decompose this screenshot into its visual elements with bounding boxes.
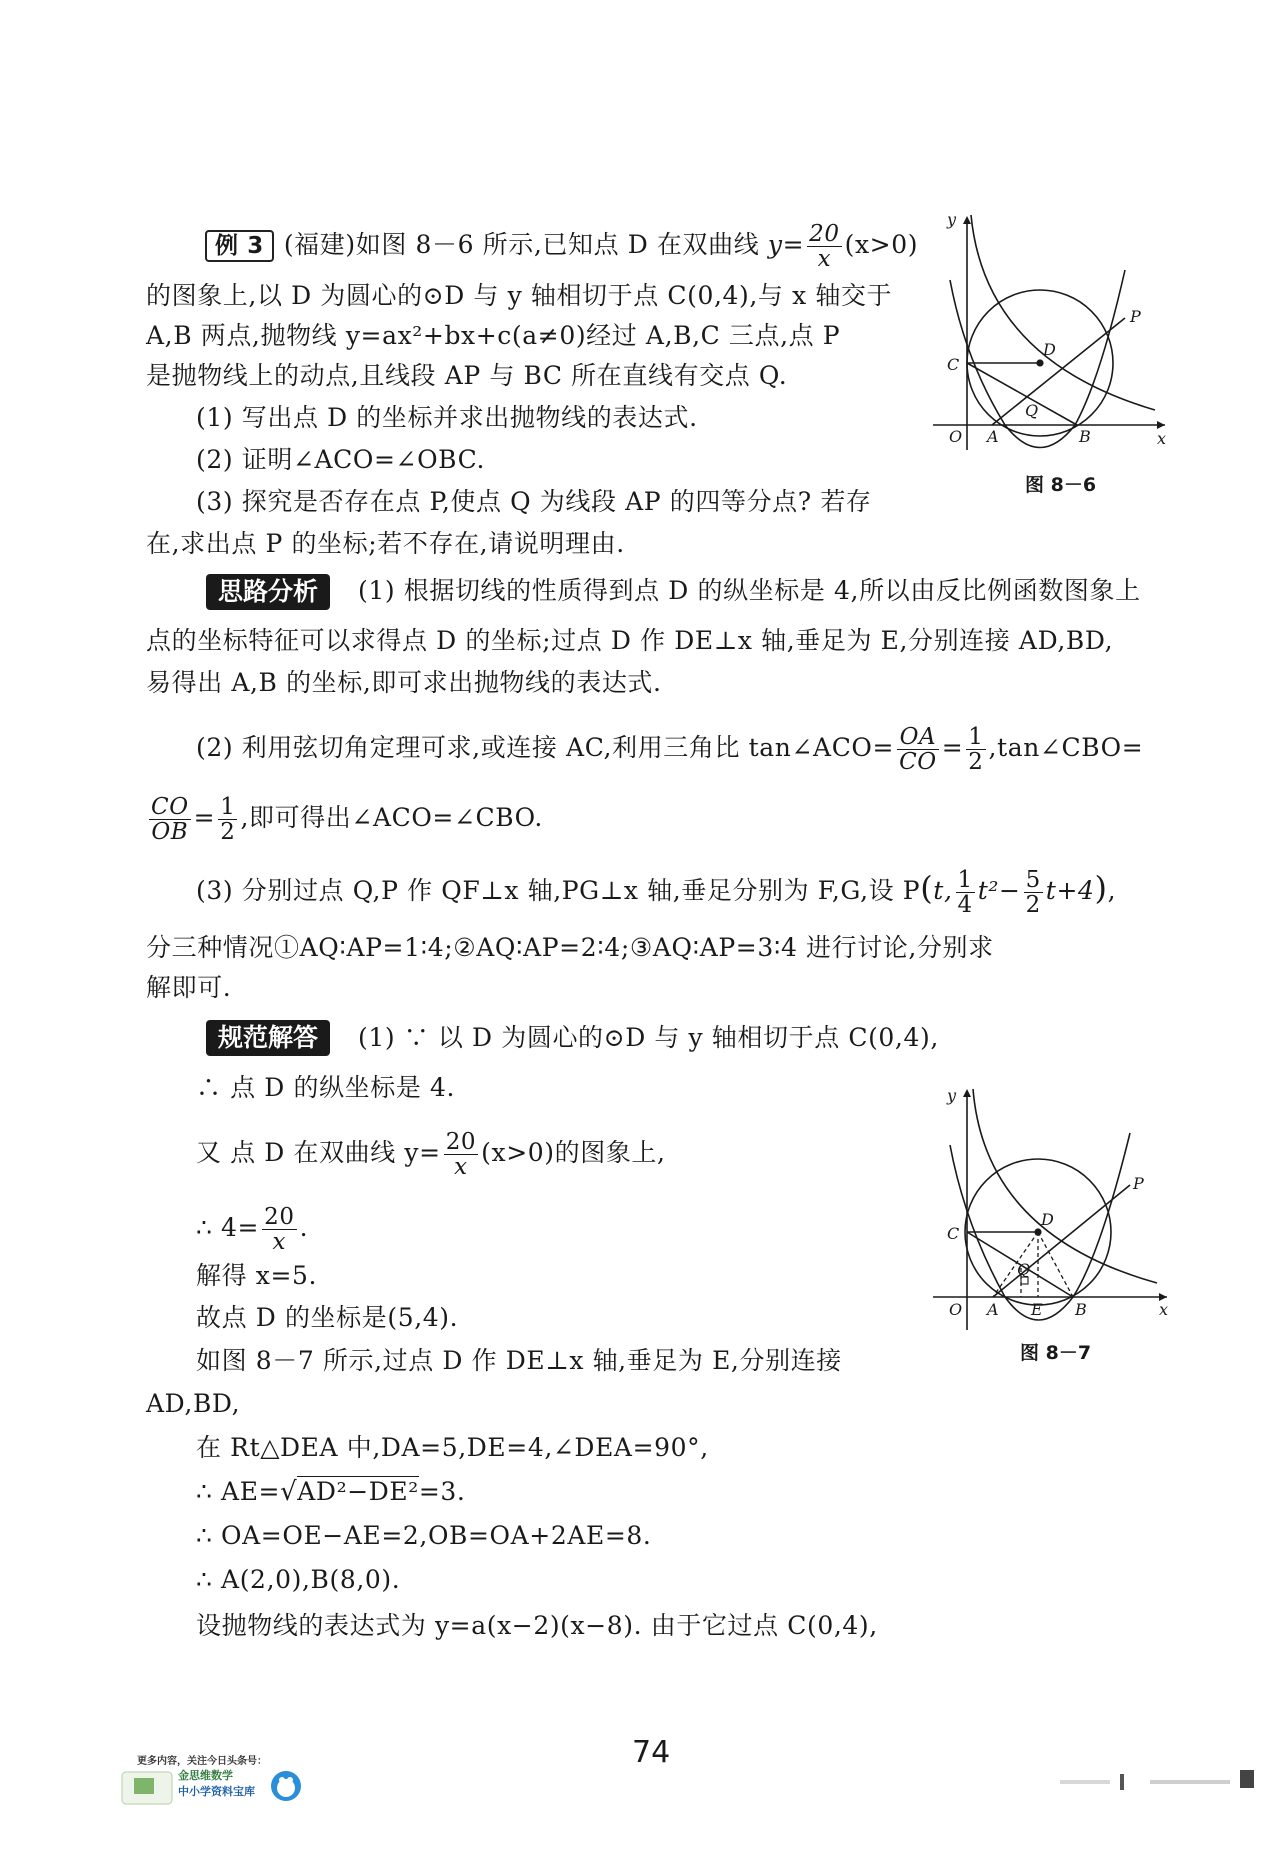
frac-five-halves: $\frac{5}{2}$ (1025, 867, 1041, 919)
solution-s3: 又 点 D 在双曲线 y= $\frac{20}{x}$ (x>0)的图象上, (196, 1129, 666, 1181)
fig1-label-p: P (1130, 307, 1141, 326)
solution-s11: ∴ OA=OE−AE=2,OB=OA+2AE=8. (196, 1521, 652, 1550)
analysis-p3a: (3) 分别过点 Q,P 作 QF⊥x 轴,PG⊥x 轴,垂足分别为 F,G,设 P(t, $\frac{1}{4}$ t²− $\frac{5}{2}$ t+4), (196, 867, 1117, 919)
solution-s5: 解得 x=5. (196, 1261, 318, 1290)
question-2: (2) 证明∠ACO=∠OBC. (196, 445, 485, 474)
example-line-3: A,B 两点,抛物线 y=ax²+bx+c(a≠0)经过 A,B,C 三点,点 P (146, 321, 841, 350)
frac-half-2: $\frac{1}{2}$ (220, 794, 236, 846)
footer-follow-text: 更多内容，关注今日头条号： (137, 1756, 267, 1767)
example-text-1: (福建)如图 8－6 所示,已知点 D 在双曲线 (283, 230, 760, 260)
fig2-label-p: P (1133, 1174, 1144, 1193)
fig2-label-d: D (1041, 1210, 1054, 1229)
solution-s4: ∴ 4= $\frac{20}{x}$ . (196, 1204, 309, 1256)
fig2-label-q: Q (1017, 1260, 1031, 1279)
fig1-label-o: O (949, 427, 963, 446)
figure-8-7 (925, 1085, 1170, 1335)
solution-s10: ∴ AE=√AD²−DE²=3. (196, 1477, 466, 1507)
analysis-p2a: (2) 利用弦切角定理可求,或连接 AC,利用三角比 tan∠ACO= $\frac{OA}{CO}$ = $\frac{1}{2}$ ,tan∠CBO= (196, 724, 1144, 776)
frac-co-ob: $\frac{CO}{OB}$ (151, 794, 189, 846)
analysis-tag: 思路分析 (206, 574, 330, 610)
fig1-label-q: Q (1025, 401, 1039, 420)
frac-half-1: $\frac{1}{2}$ (968, 724, 984, 776)
parabola (950, 270, 1125, 448)
solution-s2: ∴ 点 D 的纵坐标是 4. (196, 1073, 456, 1102)
solution-s8: AD,BD, (146, 1389, 241, 1418)
question-3b: 在,求出点 P 的坐标;若不存在,请说明理由. (146, 529, 625, 558)
sqrt-radicand: AD²−DE² (297, 1477, 419, 1506)
fig1-label-x: x (1157, 429, 1167, 448)
brand-name: 金思维数学 中小学资料宝库 (178, 1769, 255, 1798)
fig2-label-a: A (987, 1300, 999, 1319)
question-3a: (3) 探究是否存在点 P,使点 Q 为线段 AP 的四等分点? 若存 (196, 487, 872, 516)
example-fraction: $\frac{20}{x}$ (809, 221, 840, 273)
analysis-p3c: 解即可. (146, 973, 232, 1002)
fig1-label-y: y (947, 210, 957, 229)
analysis-p1a: (1) 根据切线的性质得到点 D 的纵坐标是 4,所以由反比例函数图象上 (358, 576, 1141, 605)
solution-s1: (1) ∵ 以 D 为圆心的⊙D 与 y 轴相切于点 C(0,4), (358, 1023, 939, 1052)
frac-20-x-1: $\frac{20}{x}$ (445, 1129, 477, 1181)
frac-oa-co: $\frac{OA}{CO}$ (899, 724, 937, 776)
example-eq-tail: (x>0) (844, 230, 919, 260)
figure-8-6-caption: 图 8－6 (1025, 474, 1097, 496)
fig1-label-c: C (947, 355, 960, 374)
solution-s6: 故点 D 的坐标是(5,4). (196, 1303, 459, 1332)
solution-tag: 规范解答 (206, 1020, 330, 1056)
decorative-marks (1050, 1760, 1270, 1800)
analysis-p2b: $\frac{CO}{OB}$ = $\frac{1}{2}$ ,即可得出∠ACO=∠CBO. (151, 794, 543, 846)
fig2-label-b: B (1075, 1300, 1087, 1319)
fig2-label-y: y (947, 1086, 957, 1105)
example-line-1 (205, 222, 918, 271)
figure-8-6 (925, 210, 1170, 455)
fig2-label-e: E (1031, 1300, 1043, 1319)
example-line-2: 的图象上,以 D 为圆心的⊙D 与 y 轴相切于点 C(0,4),与 x 轴交于 (146, 281, 893, 310)
figure-8-7-caption: 图 8－7 (1020, 1342, 1092, 1364)
solution-s13: 设抛物线的表达式为 y=a(x−2)(x−8). 由于它过点 C(0,4), (196, 1611, 878, 1640)
fig2-label-x: x (1159, 1300, 1169, 1319)
analysis-p1c: 易得出 A,B 的坐标,即可求出抛物线的表达式. (146, 668, 662, 697)
solution-s9: 在 Rt△DEA 中,DA=5,DE=4,∠DEA=90°, (196, 1433, 709, 1462)
fig2-label-c: C (947, 1224, 960, 1243)
solution-s7: 如图 8－7 所示,过点 D 作 DE⊥x 轴,垂足为 E,分别连接 (196, 1346, 842, 1375)
analysis-p3b: 分三种情况①AQ∶AP=1∶4;②AQ∶AP=2∶4;③AQ∶AP=3∶4 进行讨论,分别求 (146, 933, 994, 962)
frac-20-x-2: $\frac{20}{x}$ (264, 1204, 295, 1256)
solution-s12: ∴ A(2,0),B(8,0). (196, 1565, 401, 1594)
analysis-p1b: 点的坐标特征可以求得点 D 的坐标;过点 D 作 DE⊥x 轴,垂足为 E,分别连接 AD,BD, (146, 626, 1114, 655)
example-eq-lhs: y= (767, 230, 805, 260)
fig1-label-b: B (1079, 427, 1091, 446)
frac-quarter: $\frac{1}{4}$ (957, 867, 973, 919)
fig2-label-o: O (949, 1300, 963, 1319)
page-number: 74 (632, 1735, 671, 1770)
question-1: (1) 写出点 D 的坐标并求出抛物线的表达式. (196, 403, 698, 432)
fig1-label-a: A (987, 427, 999, 446)
example-label: 例 3 (205, 230, 274, 262)
fig1-label-d: D (1043, 340, 1056, 359)
mascot-icon (268, 1768, 304, 1804)
example-line-4: 是抛物线上的动点,且线段 AP 与 BC 所在直线有交点 Q. (146, 361, 788, 390)
brand-logo-icon (120, 1768, 180, 1808)
